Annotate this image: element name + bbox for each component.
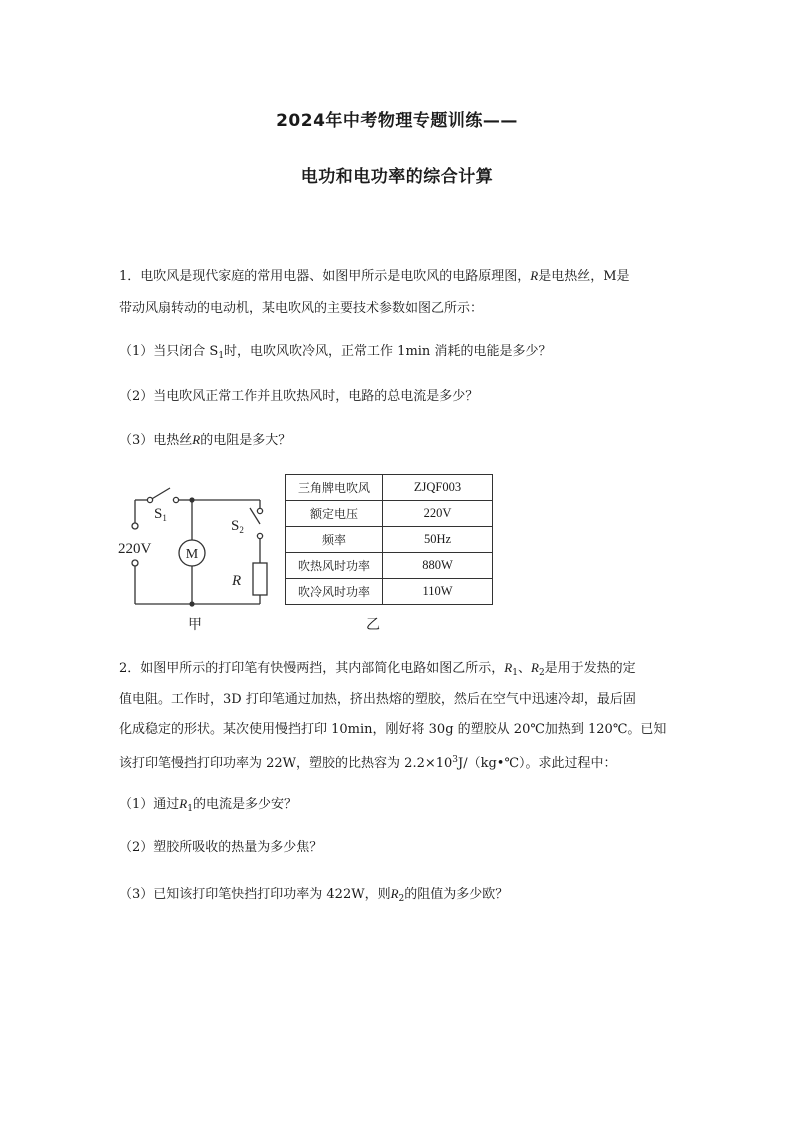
- table-cell: 880W: [383, 553, 493, 579]
- q2-line3: 化成稳定的形状。某次使用慢挡打印 10min，刚好将 30g 的塑胶从 20℃加热到 120℃。已知: [119, 722, 667, 737]
- q2-line2: 值电阻。工作时，3D 打印笔通过加热，挤出热熔的塑胶，然后在空气中迅速冷却，最后固: [119, 692, 636, 707]
- table-row: [286, 579, 493, 605]
- q1-sub3: （3）电热丝R的电阻是多大？: [119, 432, 292, 448]
- s1-switch: [150, 488, 170, 500]
- table-cell: 三角牌电吹风: [286, 475, 383, 501]
- q1-sub2: （2）当电吹风正常工作并且吹热风时，电路的总电流是多少？: [119, 389, 479, 404]
- table-cell: ZJQF003: [383, 475, 493, 501]
- q2-line1: 2．如图甲所示的打印笔有快慢两挡，其内部简化电路如图乙所示，$R_1$、$R_2$是用于发热的定: [119, 660, 636, 678]
- table-row: [286, 475, 493, 501]
- figure-caption-yi: 乙: [366, 617, 380, 633]
- q2-line4: 该打印笔慢挡打印功率为 22W，塑胶的比热容为 $2.2\times 10^3J/(kg•℃)$。求此过程中：: [119, 755, 617, 771]
- circuit-diagram: [110, 478, 280, 618]
- q2-sub1: （1）通过$R_1$的电流是多少安？: [119, 796, 297, 814]
- q1-line2: 带动风扇转动的电动机，某电吹风的主要技术参数如图乙所示：: [119, 301, 484, 316]
- q1-line1: 1．电吹风是现代家庭的常用电器、如图甲所示是电吹风的电路原理图，R是电热丝，M是: [119, 268, 630, 284]
- spec-table: [285, 474, 493, 605]
- doc-title-line1: 2024年中考物理专题训练——: [276, 111, 518, 131]
- table-cell: 吹冷风时功率: [286, 579, 383, 605]
- doc-title-line2: 电功和电功率的综合计算: [300, 167, 494, 187]
- q2-sub3: （3）已知该打印笔快挡打印功率为 422W，则$R_2$的阻值为多少欧？: [119, 886, 509, 904]
- motor-label: M: [185, 547, 199, 562]
- q2-sub2: （2）塑胶所吸收的热量为多少焦？: [119, 840, 323, 855]
- s2-label: $S_2$: [231, 518, 244, 535]
- q1-sub1: （1）当只闭合 $S_1$时，电吹风吹冷风，正常工作 1min 消耗的电能是多少？: [119, 344, 552, 361]
- resistor-r: [253, 563, 267, 595]
- figure-caption-jia: 甲: [188, 617, 202, 633]
- table-cell: 110W: [383, 579, 493, 605]
- table-row: [286, 527, 493, 553]
- table-cell: 吹热风时功率: [286, 553, 383, 579]
- table-cell: 220V: [383, 501, 493, 527]
- table-cell: 额定电压: [286, 501, 383, 527]
- table-cell: 50Hz: [383, 527, 493, 553]
- voltage-label: 220V: [118, 541, 152, 557]
- resistor-label: R: [232, 573, 242, 589]
- table-cell: 频率: [286, 527, 383, 553]
- table-row: [286, 501, 493, 527]
- table-row: [286, 553, 493, 579]
- s1-label: $S_1$: [154, 506, 167, 523]
